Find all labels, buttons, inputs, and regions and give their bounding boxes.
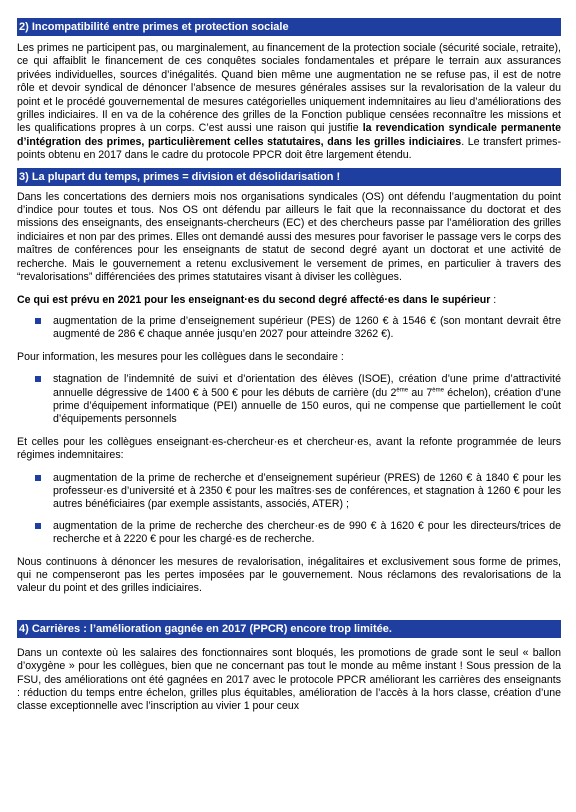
list-item: stagnation de l’indemnité de suivi et d’orientation des élèves (ISOE), création d’une prime d’attractivité annuelle dégressive de 1400 € à 500 € pour les débuts de carrière (du 2ème au 7ème échelon), création d’une prime d’équipement informatique (PEI) annuelle de 150 euros, qui ne compense que partiellement le coût d’équipements personnels [17, 373, 561, 427]
list-item: augmentation de la prime d’enseignement supérieur (PES) de 1260 € à 1546 € (son montant devrait être augmenté de 286 € chaque année jusqu’en 2027 pour atteindre 3262 €). [17, 315, 561, 342]
section-4-heading: 4) Carrières : l’amélioration gagnée en 2017 (PPCR) encore trop limitée. [17, 620, 561, 638]
document-page [17, 18, 561, 714]
section-3-paragraph-5: Nous continuons à dénoncer les mesures de revalorisation, inégalitaires et exclusivement sous forme de primes, qui ne compenseront pas les pertes imposées par le gouvernement. Nous réclamons des revalorisations de la valeur du point et des grilles indiciaires. [17, 555, 561, 595]
section-3-heading: 3) La plupart du temps, primes = division et désolidarisation ! [17, 168, 561, 186]
section-3-paragraph-2: Ce qui est prévu en 2021 pour les enseignant·es du second degré affecté·es dans le supérieur : [17, 293, 497, 306]
list-item: augmentation de la prime de recherche des chercheur·es de 990 € à 1620 € pour les directeurs/trices de recherche et à 2220 € pour les chargé·es de recherche. [17, 520, 561, 547]
section-2-paragraph: Les primes ne participent pas, ou marginalement, au financement de la protection sociale (sécurité sociale, retraite), ce qui affaiblit le financement de ces conquêtes sociales fondamentales et prépare le terrain aux assurances privées individuelles, sources d’inégalités. Quand bien même une augmentation ne se refuse pas, il est de notre rôle et devoir syndical de dénoncer l’absence de mesures générales assises sur la revalorisation de la valeur du point et le procédé gouvernemental de mesures catégorielles uniquement indemnitaires au lieu d’améliorations des grilles indiciaires. Il en va de la cohérence des grilles de la Fonction publique censées reconnaître les missions et les qualifications propres à un corps. C’est aussi une raison qui justifie la revendication syndicale permanente d’intégration des primes, particulièrement celles statutaires, dans les grilles indiciaires. Le transfert primes-points obtenu en 2017 dans le cadre du protocole PPCR doit être largement étendu. [17, 42, 561, 162]
section-3-paragraph-4: Et celles pour les collègues enseignant·es-chercheur·es et chercheur·es, avant la refonte programmée de leurs régimes indemnitaires: [17, 435, 561, 462]
section-4-paragraph: Dans un contexte où les salaires des fonctionnaires sont bloqués, les promotions de grade sont le seul « ballon d’oxygène » pour les collègues, bien que ne concernant pas tout le monde au même instant ! Sous pression de la FSU, des améliorations ont été gagnées en 2017 avec le protocole PPCR améliorant les carrières des enseignants : réduction du temps entre échelon, grilles plus équitables, amélioration de l’accès à la hors classe, création d’une classe exceptionnelle avec l’inscription au vivier 1 pour ceux [17, 646, 561, 713]
list-item: augmentation de la prime de recherche et d’enseignement supérieur (PRES) de 1260 € à 1840 € pour les professeur·es d’université et à 2350 € pour les maîtres·ses de conférences, et stagnation à 1260 € pour les autres bénéficiaires (par exemple assistants, associés, ATER) ; [17, 472, 561, 512]
bullet-icon [35, 318, 41, 324]
section-3-paragraph-3: Pour information, les mesures pour les collègues dans le secondaire : [17, 350, 344, 363]
bullet-icon [35, 475, 41, 481]
bullet-icon [35, 376, 41, 382]
section-3-paragraph-1: Dans les concertations des derniers mois nos organisations syndicales (OS) ont défendu l’augmentation du point d’indice pour toutes et tous. Nos OS ont défendu par ailleurs le fait que la reconnaissance du doctorat et des missions des enseignants, des enseignants-chercheurs (EC) et des chercheurs passe par l’amélioration des grilles indiciaires et non par des primes. Elles ont demandé aussi des mesures pour favoriser le passage vers le corps des maîtres de conférences pour les enseignants de statut de second degré ayant un doctorat et une activité de recherche. Mais le gouvernement a retenu exclusivement le versement de primes, en particulier à travers des “revalorisations” différenciées des primes statutaires visant à diviser les collègues. [17, 190, 561, 284]
bullet-icon [35, 523, 41, 529]
section-2-heading: 2) Incompatibilité entre primes et protection sociale [17, 18, 561, 36]
